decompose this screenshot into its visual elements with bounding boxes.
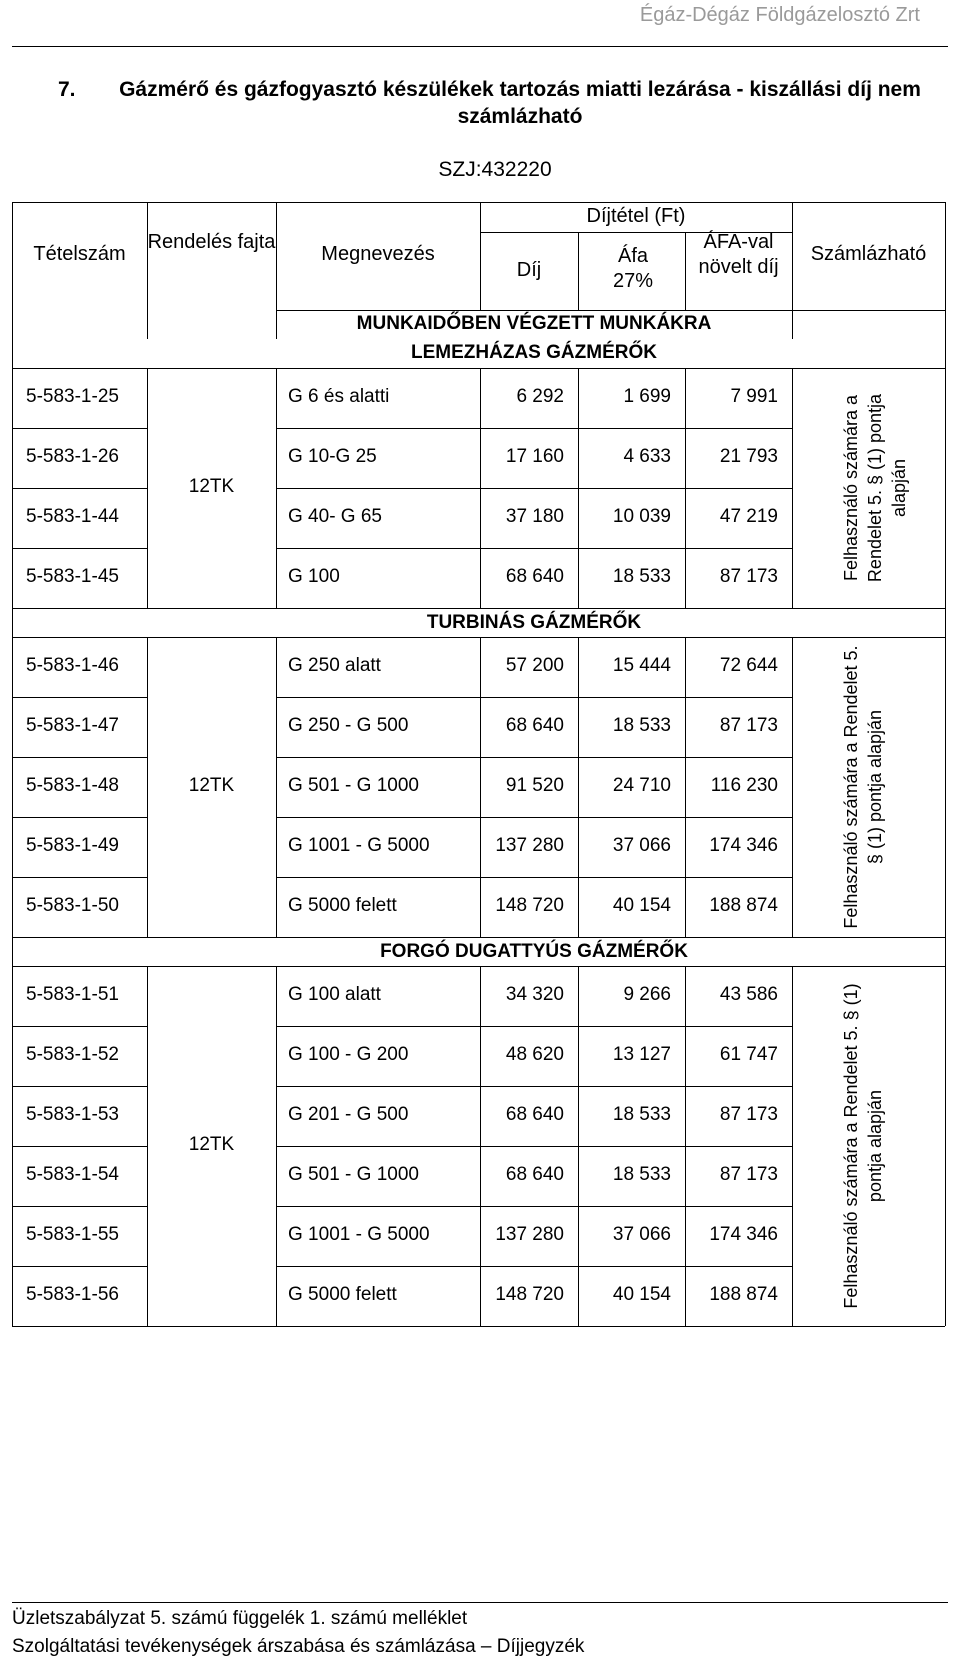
vat-value: 15 444 xyxy=(612,655,671,676)
vat-value: 18 533 xyxy=(612,715,671,736)
section-title xyxy=(50,76,950,130)
item-name: G 100 xyxy=(288,566,340,587)
row-line xyxy=(276,1026,792,1027)
grid-line-v xyxy=(12,937,13,966)
grid-line-v xyxy=(945,202,946,339)
fee-value: 137 280 xyxy=(495,1224,564,1245)
row-line xyxy=(12,488,147,489)
fee-value: 91 520 xyxy=(505,775,564,796)
footer-rule xyxy=(12,1602,948,1603)
grid-line-v xyxy=(792,966,793,1326)
vat-value: 40 154 xyxy=(612,1284,671,1305)
header-rule xyxy=(12,46,948,47)
group-title-line xyxy=(12,368,792,369)
item-name: G 250 - G 500 xyxy=(288,715,409,736)
fee-value: 68 640 xyxy=(505,715,564,736)
item-name: G 100 - G 200 xyxy=(288,1044,409,1065)
vat-value: 18 533 xyxy=(612,566,671,587)
vat-value: 18 533 xyxy=(612,1164,671,1185)
vat-header: Áfa 27% xyxy=(612,245,654,292)
section-number: 7. xyxy=(58,78,76,101)
row-line xyxy=(276,1086,792,1087)
grid-line-v xyxy=(12,637,13,937)
grid-line-v xyxy=(792,637,793,937)
group-top-line xyxy=(12,937,945,938)
row-line xyxy=(276,1266,792,1267)
row-line xyxy=(276,877,792,878)
row-line xyxy=(276,488,792,489)
grid-line-v xyxy=(685,232,686,310)
szj-code: SZJ:432220 xyxy=(438,158,552,181)
fee-value: 137 280 xyxy=(495,835,564,856)
vat-value: 10 039 xyxy=(612,506,671,527)
total-value: 21 793 xyxy=(719,446,778,467)
fee-value: 17 160 xyxy=(505,446,564,467)
fee-value: 48 620 xyxy=(505,1044,564,1065)
grid-line-v xyxy=(945,368,946,608)
item-number: 5-583-1-56 xyxy=(26,1284,119,1305)
billable-note: Felhasználó számára a Rendelet 5. § (1) pontja alapján xyxy=(840,645,885,929)
row-line xyxy=(276,757,792,758)
fee-value: 57 200 xyxy=(505,655,564,676)
footer-line-1: Üzletszabályzat 5. számú függelék 1. számú melléklet xyxy=(12,1608,468,1629)
row-line xyxy=(12,428,147,429)
total-value: 47 219 xyxy=(719,506,778,527)
header-top-line xyxy=(12,202,945,203)
item-name: G 1001 - G 5000 xyxy=(288,1224,430,1245)
billable-top-line xyxy=(792,368,945,369)
grid-line-v xyxy=(12,608,13,637)
item-name: G 501 - G 1000 xyxy=(288,1164,419,1185)
fee-value: 68 640 xyxy=(505,1104,564,1125)
total-value: 174 346 xyxy=(709,835,778,856)
row-line xyxy=(276,1206,792,1207)
row-line xyxy=(12,1266,147,1267)
item-name: G 10-G 25 xyxy=(288,446,377,467)
grid-line-v xyxy=(945,339,946,368)
item-number: 5-583-1-53 xyxy=(26,1104,119,1125)
item-number: 5-583-1-50 xyxy=(26,895,119,916)
total-value: 43 586 xyxy=(719,984,778,1005)
row-line xyxy=(12,697,147,698)
row-line xyxy=(276,428,792,429)
grid-line-v xyxy=(578,232,579,310)
fee-value: 34 320 xyxy=(505,984,564,1005)
grid-line-v xyxy=(12,202,13,339)
item-name: G 5000 felett xyxy=(288,895,397,916)
item-number: 5-583-1-49 xyxy=(26,835,119,856)
group-title: LEMEZHÁZAS GÁZMÉRŐK xyxy=(411,342,657,363)
section-title-text: Gázmérő és gázfogyasztó készülékek tartozás miatti lezárása - kiszállási díj nem számlázható xyxy=(119,78,921,128)
row-line xyxy=(12,1086,147,1087)
vat-value: 18 533 xyxy=(612,1104,671,1125)
row-line xyxy=(276,1146,792,1147)
row-line xyxy=(12,1206,147,1207)
vat-value: 37 066 xyxy=(612,1224,671,1245)
billable-note: Felhasználó számára a Rendelet 5. § (1) pontja alapján xyxy=(840,393,909,583)
item-number: 5-583-1-45 xyxy=(26,566,119,587)
fee-value: 68 640 xyxy=(505,1164,564,1185)
fee-value: 37 180 xyxy=(505,506,564,527)
item-name: G 5000 felett xyxy=(288,1284,397,1305)
row-line xyxy=(12,817,147,818)
item-number: 5-583-1-26 xyxy=(26,446,119,467)
total-value: 188 874 xyxy=(709,895,778,916)
grid-line-v xyxy=(945,937,946,966)
item-name: G 1001 - G 5000 xyxy=(288,835,430,856)
grid-line-v xyxy=(792,202,793,339)
group-title: FORGÓ DUGATTYÚS GÁZMÉRŐK xyxy=(380,941,688,962)
row-line xyxy=(276,548,792,549)
item-name: G 6 és alatti xyxy=(288,386,390,407)
row-line xyxy=(12,548,147,549)
group-top-line xyxy=(12,608,945,609)
item-number: 5-583-1-51 xyxy=(26,984,119,1005)
group-title-line xyxy=(12,966,945,967)
order-type-header: Rendelés fajta xyxy=(147,231,276,253)
total-value: 87 173 xyxy=(719,715,778,736)
vat-value: 9 266 xyxy=(623,984,671,1005)
total-value: 87 173 xyxy=(719,1164,778,1185)
item-number: 5-583-1-55 xyxy=(26,1224,119,1245)
item-name: G 250 alatt xyxy=(288,655,381,676)
order-type-cell: 12TK xyxy=(188,1134,235,1155)
item-number: 5-583-1-25 xyxy=(26,386,119,407)
item-name: G 201 - G 500 xyxy=(288,1104,409,1125)
row-line xyxy=(12,757,147,758)
fee-value: 148 720 xyxy=(495,895,564,916)
row-line xyxy=(12,877,147,878)
fee-value: 6 292 xyxy=(516,386,564,407)
vat-value: 1 699 xyxy=(623,386,671,407)
grid-line-v xyxy=(147,202,148,339)
item-number: 5-583-1-47 xyxy=(26,715,119,736)
group-title: TURBINÁS GÁZMÉRŐK xyxy=(426,612,642,633)
item-number: 5-583-1-48 xyxy=(26,775,119,796)
vat-value: 13 127 xyxy=(612,1044,671,1065)
item-number: 5-583-1-54 xyxy=(26,1164,119,1185)
billable-header: Számlázható xyxy=(810,243,927,265)
group-title-line xyxy=(12,637,945,638)
work-hours-label: MUNKAIDŐBEN VÉGZETT MUNKÁKRA xyxy=(356,313,712,334)
company-header: Égáz-Dégáz Földgázelosztó Zrt xyxy=(639,4,920,26)
total-value: 61 747 xyxy=(719,1044,778,1065)
total-value: 188 874 xyxy=(709,1284,778,1305)
row-line xyxy=(12,1026,147,1027)
fee-header: Díj xyxy=(516,259,542,281)
fee-value: 68 640 xyxy=(505,566,564,587)
item-name: G 40- G 65 xyxy=(288,506,382,527)
billable-note: Felhasználó számára a Rendelet 5. § (1) pontja alapján xyxy=(840,983,885,1309)
total-value: 72 644 xyxy=(719,655,778,676)
item-number: 5-583-1-44 xyxy=(26,506,119,527)
total-value: 174 346 xyxy=(709,1224,778,1245)
fee-group-header: Díjtétel (Ft) xyxy=(586,205,686,227)
total-value: 7 991 xyxy=(730,386,778,407)
name-header: Megnevezés xyxy=(321,243,435,265)
fee-with-vat-header: ÁFA-val növelt díj xyxy=(698,231,779,278)
grid-line-v xyxy=(945,608,946,637)
row-line xyxy=(276,817,792,818)
vat-value: 24 710 xyxy=(612,775,671,796)
vat-value: 37 066 xyxy=(612,835,671,856)
order-type-cell: 12TK xyxy=(188,775,235,796)
grid-line-v xyxy=(792,368,793,608)
total-value: 87 173 xyxy=(719,566,778,587)
total-value: 87 173 xyxy=(719,1104,778,1125)
order-type-cell: 12TK xyxy=(188,476,235,497)
grid-line-v xyxy=(945,966,946,1326)
row-line xyxy=(276,697,792,698)
fee-value: 148 720 xyxy=(495,1284,564,1305)
item-name: G 100 alatt xyxy=(288,984,381,1005)
total-value: 116 230 xyxy=(710,775,778,796)
vat-value: 4 633 xyxy=(623,446,671,467)
grid-line-v xyxy=(276,637,277,937)
item-name: G 501 - G 1000 xyxy=(288,775,419,796)
item-no-header: Tételszám xyxy=(33,243,126,265)
item-number: 5-583-1-52 xyxy=(26,1044,119,1065)
row-line xyxy=(12,1146,147,1147)
item-number: 5-583-1-46 xyxy=(26,655,119,676)
grid-line-v xyxy=(12,339,13,368)
group-bottom-line xyxy=(12,1326,945,1327)
grid-line-v xyxy=(945,637,946,937)
vat-value: 40 154 xyxy=(612,895,671,916)
footer-line-2: Szolgáltatási tevékenységek árszabása és számlázása – Díjjegyzék xyxy=(12,1636,585,1657)
